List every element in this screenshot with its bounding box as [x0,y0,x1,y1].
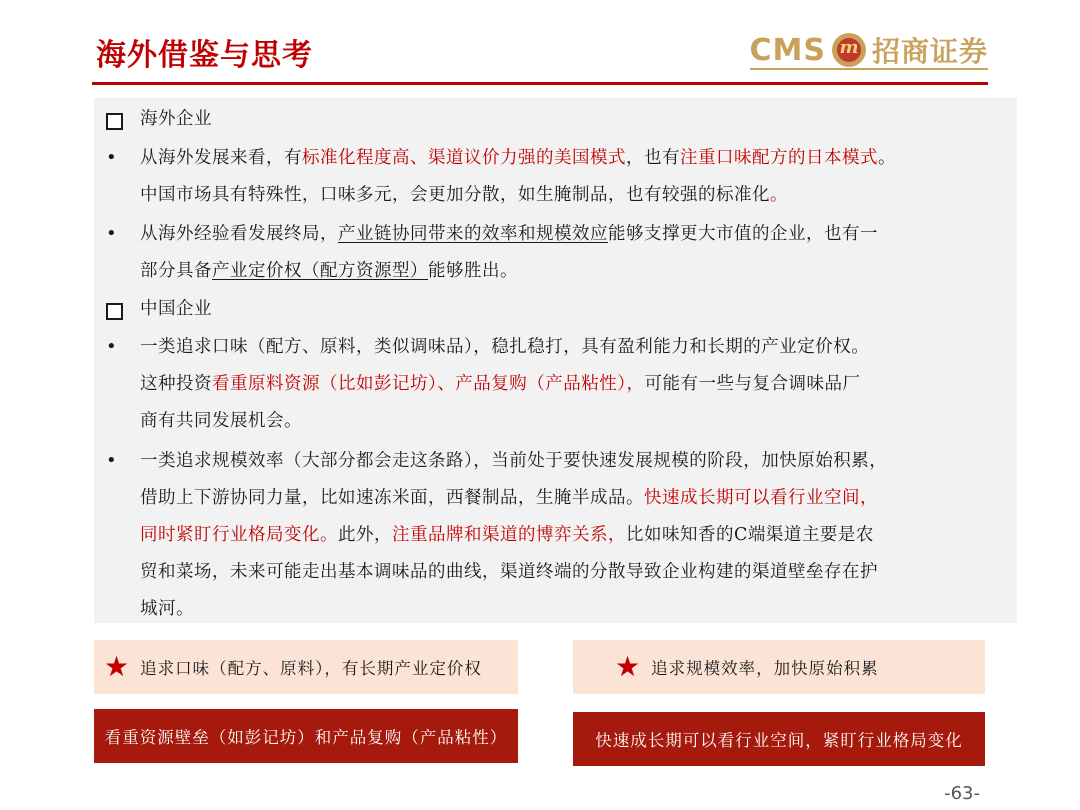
china-point-1-line-3: 商有共同发展机会。 [140,411,302,431]
logo-emblem-icon [832,33,866,67]
overseas-point-1-line-1: 从海外发展来看，有标准化程度高、渠道议价力强的美国模式，也有注重口味配方的日本模式。 [140,148,896,168]
conclusion-box-growth [573,712,985,766]
overseas-point-2-line-2: 部分具备产业定价权（配方资源型）能够胜出。 [140,261,518,281]
header-divider [92,82,988,85]
section-heading-overseas: 海外企业 [140,109,212,129]
china-point-2-line-2: 借助上下游协同力量，比如速冻米面，西餐制品，生腌半成品。快速成长期可以看行业空间， [140,488,878,508]
overseas-point-1-line-2: 中国市场具有特殊性，口味多元，会更加分散，如生腌制品，也有较强的标准化。 [140,185,788,205]
china-point-2-line-5: 城河。 [140,599,194,619]
overseas-point-2-line-1: 从海外经验看发展终局，产业链协同带来的效率和规模效应能够支撑更大市值的企业，也有一 [140,224,878,244]
bullet-icon: • [106,450,117,471]
page-title: 海外借鉴与思考 [96,38,313,73]
star-icon: ★ [104,650,131,683]
bullet-icon: • [106,147,117,168]
china-point-2-line-1: 一类追求规模效率（大部分都会走这条路），当前处于要快速发展规模的阶段，加快原始积累， [140,451,888,471]
logo-cms-text: CMS [749,32,826,68]
bullet-icon: • [106,223,117,244]
company-logo [750,30,989,70]
summary-box-scale [573,640,985,694]
conclusion-box-resources [94,709,518,763]
page-number: -63- [944,783,980,804]
summary-box-scale-text: 追求规模效率，加快原始积累 [651,659,879,678]
square-bullet-icon [106,113,123,130]
conclusion-box-resources-text: 看重资源壁垒（如彭记坊）和产品复购（产品粘性） [104,728,508,747]
conclusion-box-growth-text: 快速成长期可以看行业空间，紧盯行业格局变化 [595,731,963,750]
china-point-1-line-1: 一类追求口味（配方、原料，类似调味品），稳扎稳打，具有盈利能力和长期的产业定价权。 [140,337,870,357]
square-bullet-icon [106,303,123,320]
china-point-1-line-2: 这种投资看重原料资源（比如彭记坊）、产品复购（产品粘性），可能有一些与复合调味品厂 [140,374,861,394]
star-icon: ★ [615,650,642,683]
china-point-2-line-4: 贸和菜场，未来可能走出基本调味品的曲线，渠道终端的分散导致企业构建的渠道壁垒存在护 [140,562,878,582]
summary-box-taste-text: 追求口味（配方、原料），有长期产业定价权 [140,659,482,678]
bullet-icon: • [106,336,117,357]
china-point-2-line-3: 同时紧盯行业格局变化。此外，注重品牌和渠道的博弈关系，比如味知香的C端渠道主要是农 [140,525,874,545]
section-heading-china: 中国企业 [140,299,212,319]
logo-chinese-text: 招商证券 [871,35,988,68]
logo-underline [750,68,988,70]
summary-box-taste [94,640,518,694]
